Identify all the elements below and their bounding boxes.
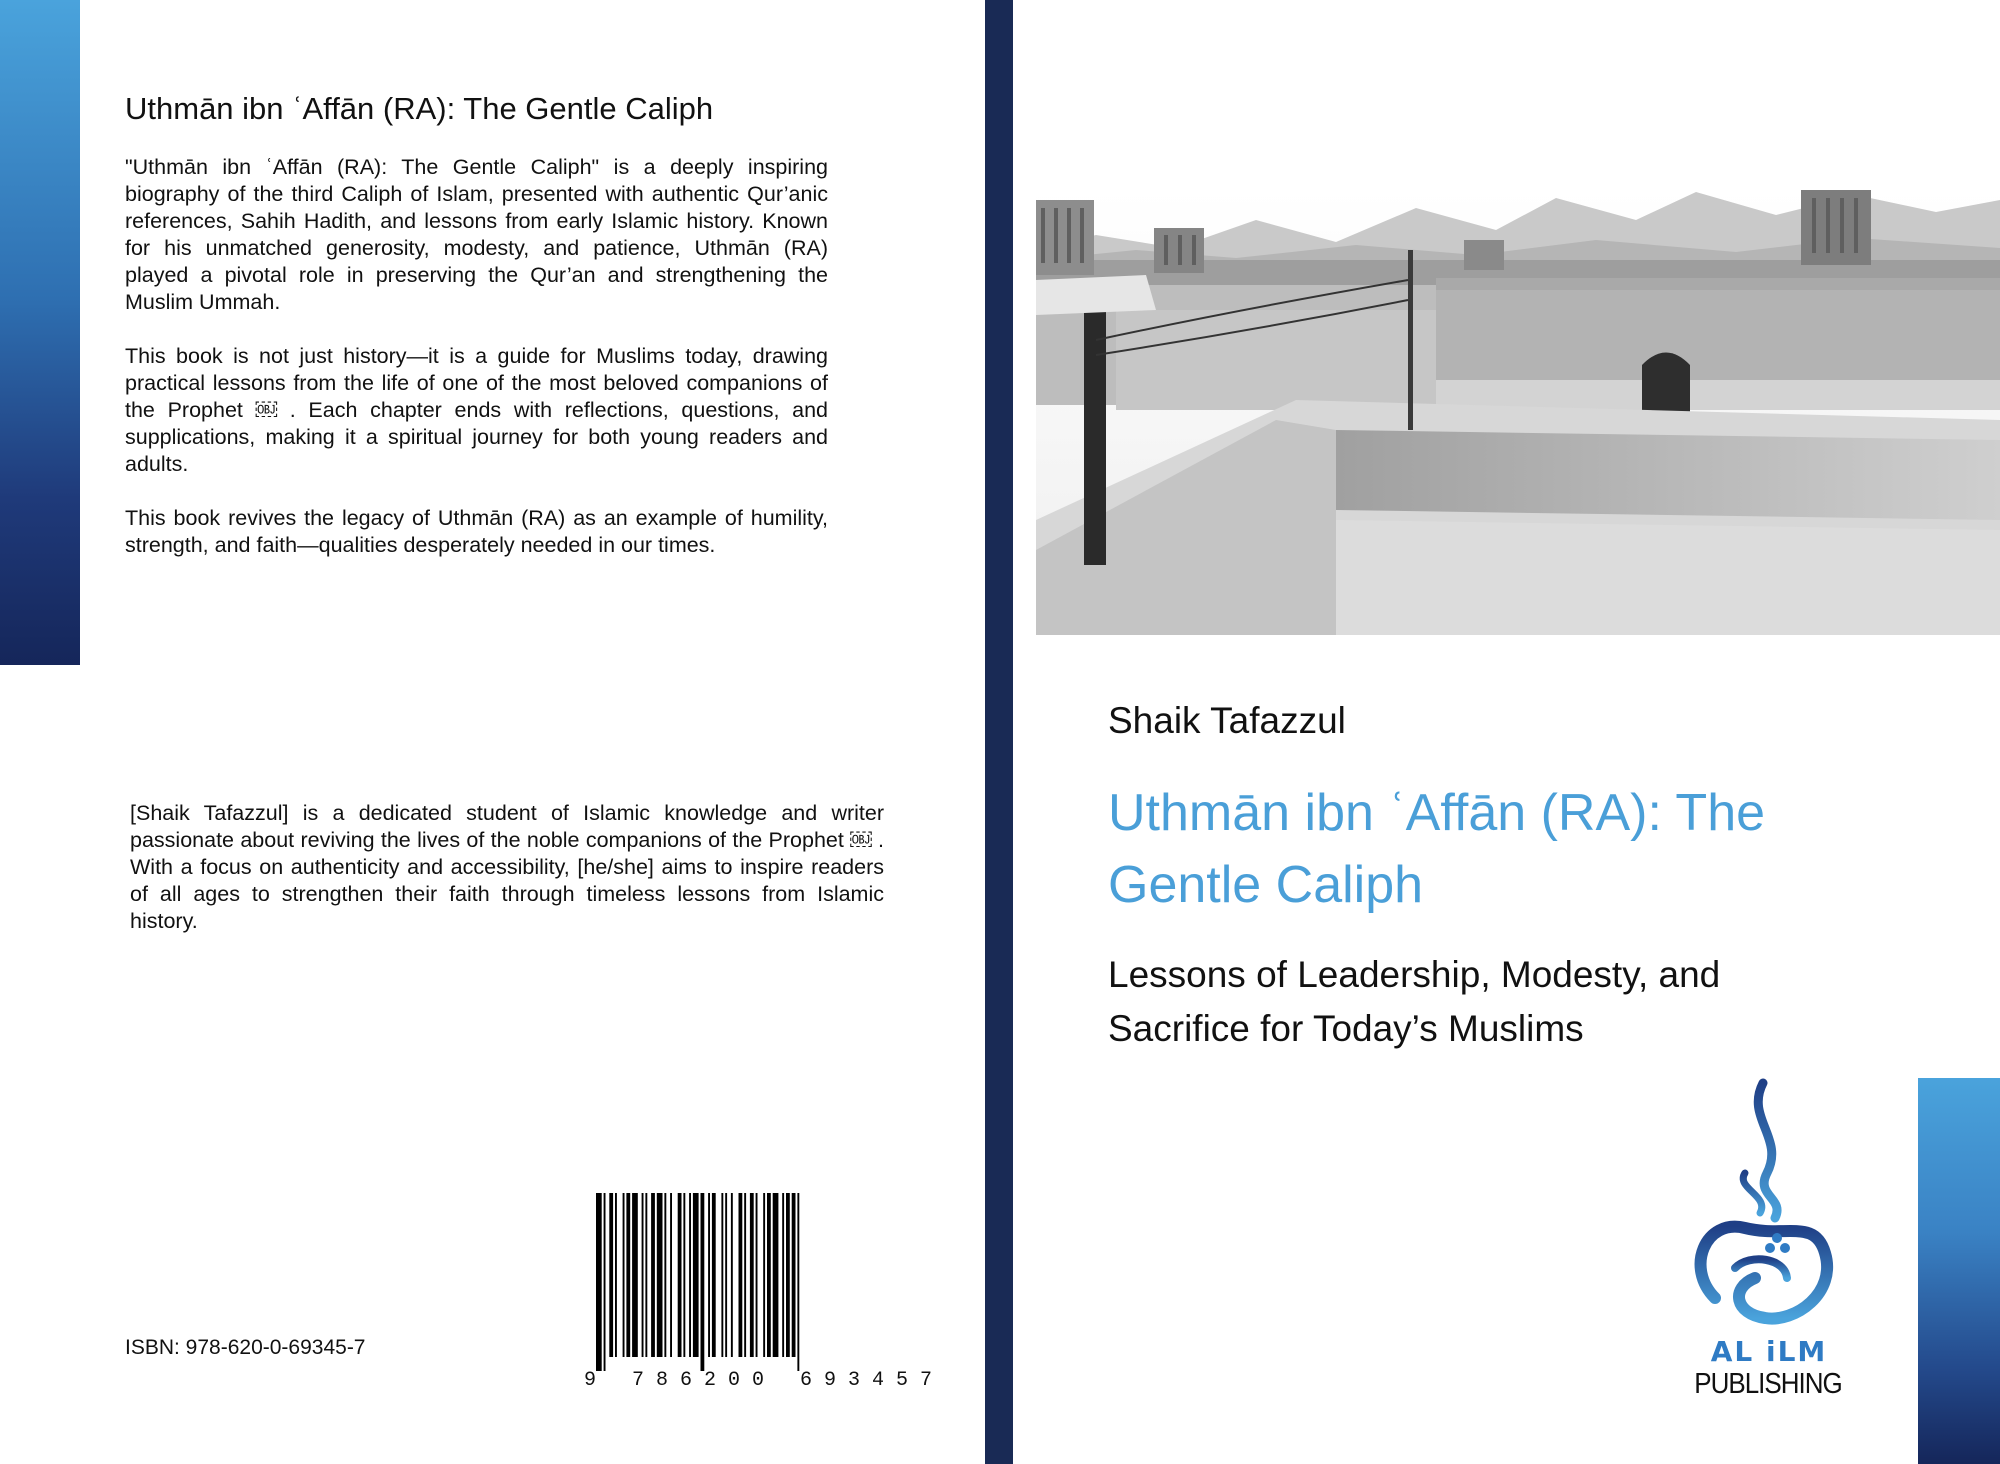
barcode-bar [744,1193,746,1357]
back-cover-blurb [125,154,828,586]
blurb-paragraph-2: This book is not just history—it is a guide for Muslims today, drawing practical lessons from the life of one of the most beloved companions of the Prophet ￼ . Each chapter ends with reflections, questions, and supplications, making it a spiritual journey for both young readers and adults. [125,344,828,476]
barcode-bar [609,1193,613,1357]
barcode-bar [670,1193,672,1357]
blurb-paragraph-3: This book revives the legacy of Uthmān (RA) as an example of humility, strength, and faith—qualities desperately needed in our times. [125,506,828,557]
author-bio: [Shaik Tafazzul] is a dedicated student of Islamic knowledge and writer passionate about reviving the lives of the noble companions of the Prophet ￼ . With a focus on authenticity and accessibility, [he/she] aims to inspire readers of all ages to strengthen their faith through timeless lessons from Islamic history. [130,801,884,933]
barcode-bar [731,1193,733,1357]
barcode-bar [689,1193,691,1357]
barcode-bar [750,1193,754,1357]
barcode-bar [615,1193,617,1357]
barcode-bar [642,1193,644,1357]
back-cover-accent-strip [0,0,80,665]
barcode-bar [657,1193,663,1357]
barcode-bar [632,1193,638,1357]
book-spine [985,0,1013,1464]
rooftop-photo-image [1036,190,2000,635]
barcode-bar [645,1193,647,1357]
front-author-name: Shaik Tafazzul [1108,700,1346,741]
barcode-bar [773,1193,779,1357]
barcode-bar [792,1193,796,1357]
barcode-bar [786,1193,790,1357]
barcode-bar [626,1193,630,1357]
barcode [584,1193,945,1393]
barcode-icon [596,1193,916,1371]
front-cover-subtitle: Lessons of Leadership, Modesty, and Sacrifice for Today’s Muslims [1108,954,1721,1049]
barcode-bar [678,1193,682,1357]
barcode-bar [725,1193,727,1357]
publisher-logo-wordmark: AL iLM [1710,1335,1828,1368]
isbn-label: ISBN: 978-620-0-69345-7 [125,1336,366,1359]
barcode-bar [712,1193,716,1357]
barcode-bar [701,1193,705,1371]
front-cover-title: Uthmān ibn ʿAffān (RA): The Gentle Caliph [1108,784,1766,914]
barcode-bar [604,1193,606,1371]
publisher-logo [1675,1078,1855,1408]
front-cover-accent-strip [1918,1078,2000,1464]
barcode-bar [596,1193,602,1371]
barcode-bar [708,1193,710,1357]
blurb-paragraph-1: "Uthmān ibn ʿAffān (RA): The Gentle Caliph" is a deeply inspiring biography of the third Caliph of Islam, presented with authentic Qur’anic references, Sahih Hadith, and lessons from early Islamic history. Known for his unmatched generosity, modesty, and patience, Uthmān (RA) played a pivotal role in preserving the Qur’an and strengthening the Muslim Ummah. [125,155,828,314]
barcode-bar [797,1193,799,1371]
barcode-digits: 9 786200 693457 [584,1369,945,1392]
publisher-logo-icon [1675,1078,1855,1338]
barcode-bar [767,1193,771,1357]
barcode-bar [739,1193,743,1357]
barcode-bar [664,1193,666,1357]
barcode-bar [721,1193,723,1357]
barcode-bar [763,1193,765,1357]
publisher-logo-subtext: PUBLISHING [1694,1366,1842,1400]
barcode-bar [782,1193,784,1357]
barcode-bar [623,1193,625,1357]
barcode-bar [756,1193,758,1357]
barcode-bar [693,1193,699,1357]
barcode-bar [651,1193,655,1357]
back-cover-title: Uthmān ibn ʿAffān (RA): The Gentle Caliph [125,91,714,126]
barcode-bar [683,1193,685,1357]
cover-photo [1036,190,2000,635]
